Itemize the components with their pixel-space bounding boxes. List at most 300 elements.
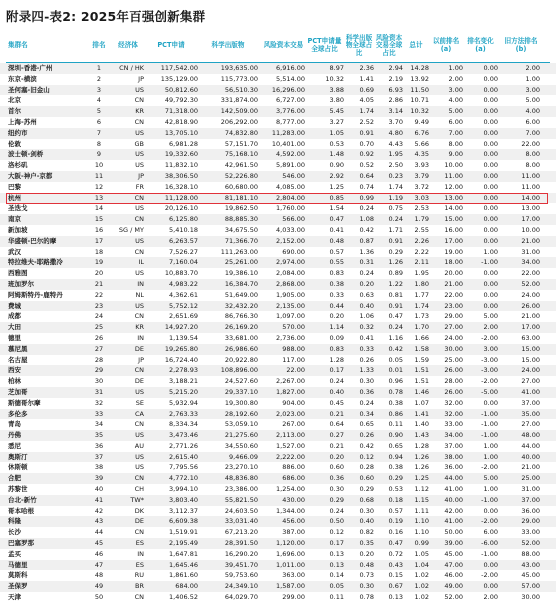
cell-pct: 2,278.93	[169, 366, 198, 375]
cell-publications: 48,836.80	[224, 474, 258, 483]
cell-prev-rank: 47.00	[444, 560, 463, 569]
cell-pct: 2,195.49	[169, 539, 198, 548]
cell-prev-rank: 49.00	[444, 582, 463, 591]
cell-pct: 2,763.33	[169, 409, 198, 418]
table-row	[0, 63, 556, 74]
cell-vc: 686.00	[282, 474, 305, 483]
table-row	[0, 203, 556, 214]
cell-total: 1.07	[414, 398, 429, 407]
cell-total: 13.92	[410, 74, 429, 83]
cell-pct: 7,160.04	[169, 258, 198, 267]
cell-vc: 1,696.00	[276, 549, 305, 558]
cell-total: 2.11	[414, 258, 429, 267]
cell-old-rank: 11.00	[521, 171, 540, 180]
cell-prev-rank: 40.00	[444, 495, 463, 504]
cell-pct-share: 0.13	[329, 560, 344, 569]
cell-cluster: 名古屋	[8, 355, 28, 364]
cell-vc: 1,120.00	[276, 539, 305, 548]
cell-rank-change: 0.00	[483, 236, 498, 245]
cell-old-rank: 48.00	[521, 431, 540, 440]
cell-vc-share: 2.86	[388, 96, 403, 105]
cell-pct: 4,362.61	[169, 290, 198, 299]
cell-total: 1.25	[414, 474, 429, 483]
cell-rank-change: 0.00	[483, 215, 498, 224]
cell-total: 1.02	[414, 571, 429, 580]
cell-cluster: 哥本哈根	[8, 506, 34, 515]
cell-rank-change: 1.00	[483, 441, 498, 450]
cell-cluster: 天津	[8, 593, 21, 602]
cell-total: 1.15	[414, 495, 429, 504]
cell-publications: 24,527.60	[224, 377, 258, 386]
cell-pub-share: 0.24	[359, 204, 374, 213]
col-header-economy: 经济体	[118, 41, 138, 50]
cell-economy: FR	[135, 182, 144, 191]
cell-publications: 86,766.30	[224, 312, 258, 321]
cell-vc-share: 4.80	[388, 128, 403, 137]
cell-pub-share: 1.06	[359, 312, 374, 321]
cell-cluster: 悉尼	[8, 441, 21, 450]
cell-pub-share: 0.30	[359, 377, 374, 386]
cell-vc-share: 3.14	[388, 107, 403, 116]
cell-pub-share: 0.41	[359, 333, 374, 342]
cell-total: 1.70	[414, 323, 429, 332]
table-row	[0, 344, 556, 355]
cell-rank-change: 1.00	[483, 485, 498, 494]
cell-vc-share: 3.70	[388, 117, 403, 126]
cell-vc: 4,033.00	[276, 225, 305, 234]
cell-prev-rank: 7.00	[448, 128, 463, 137]
cell-pct-share: 0.20	[329, 452, 344, 461]
cell-cluster: 圣何塞-旧金山	[8, 85, 50, 94]
cell-publications: 52,226.80	[224, 171, 258, 180]
cell-vc-share: 0.47	[388, 312, 403, 321]
cell-total: 1.40	[414, 420, 429, 429]
cell-total: 10.71	[410, 96, 429, 105]
cell-vc-share: 0.94	[388, 452, 403, 461]
cell-economy: CN	[134, 193, 144, 202]
cell-vc-share: 0.89	[388, 269, 403, 278]
cell-vc: 988.00	[282, 344, 305, 353]
cell-pub-share: 0.68	[359, 495, 374, 504]
cell-vc-share: 0.19	[388, 517, 403, 526]
cell-old-rank: 37.00	[521, 495, 540, 504]
cell-vc: 1,011.00	[276, 560, 305, 569]
cell-pct-share: 0.48	[329, 236, 344, 245]
col-header-vc: 风险资本交易	[263, 41, 304, 50]
cell-pub-share: 4.05	[359, 96, 374, 105]
cell-vc: 6,727.00	[276, 96, 305, 105]
cell-pct: 3,994.10	[169, 485, 198, 494]
cell-pub-share: 1.36	[359, 247, 374, 256]
cell-old-rank: 21.00	[521, 236, 540, 245]
cell-publications: 51,649.00	[224, 290, 258, 299]
cell-prev-rank: 17.00	[444, 236, 463, 245]
cell-rank: 31	[94, 387, 104, 396]
cell-total: 1.02	[414, 582, 429, 591]
cell-publications: 74,832.80	[224, 128, 258, 137]
cell-old-rank: 21.00	[521, 463, 540, 472]
cell-economy: KR	[135, 323, 144, 332]
cell-economy: CN	[134, 474, 144, 483]
cell-prev-rank: 38.00	[444, 452, 463, 461]
cell-vc-share: 1.22	[388, 279, 403, 288]
cell-pct-share: 0.33	[329, 290, 344, 299]
cell-total: 1.79	[414, 215, 429, 224]
cell-vc: 904.00	[282, 398, 305, 407]
cell-rank-change: -1.00	[481, 409, 498, 418]
cell-pct-share: 0.24	[329, 506, 344, 515]
cell-vc-share: 2.19	[388, 74, 403, 83]
cell-pct-share: 0.47	[329, 215, 344, 224]
cell-cluster: 科隆	[8, 517, 21, 526]
table-row	[0, 95, 556, 106]
cell-rank-change: -1.00	[481, 431, 498, 440]
cell-cluster: 华盛顿-巴尔的摩	[8, 236, 57, 245]
cell-vc-share: 2.50	[388, 161, 403, 170]
cell-vc-share: 0.47	[388, 539, 403, 548]
cell-economy: IN	[137, 549, 144, 558]
cell-rank-change: 5.00	[483, 474, 498, 483]
cell-pct: 4,772.10	[169, 474, 198, 483]
cell-rank-change: -3.00	[481, 355, 498, 364]
table-row	[0, 193, 556, 204]
cell-pct: 50,812.60	[164, 85, 198, 94]
cell-pub-share: 1.33	[359, 366, 374, 375]
cell-pct-share: 1.25	[329, 182, 344, 191]
cell-cluster: 慕尼黑	[8, 344, 28, 353]
cell-rank: 32	[94, 398, 104, 407]
cell-vc: 2,135.00	[276, 301, 305, 310]
cell-publications: 71,366.70	[224, 236, 258, 245]
table-row	[0, 225, 556, 236]
cell-cluster: 特拉维夫-耶路撒冷	[8, 258, 63, 267]
cell-prev-rank: 19.00	[444, 247, 463, 256]
cell-rank: 9	[96, 150, 102, 159]
cell-total: 1.02	[414, 593, 429, 602]
cell-rank-change: 0.00	[483, 171, 498, 180]
cell-vc-share: 1.71	[388, 225, 403, 234]
cell-total: 2.22	[414, 247, 429, 256]
cell-rank-change: 1.00	[483, 247, 498, 256]
table-row	[0, 182, 556, 193]
table-row	[0, 247, 556, 258]
cell-economy: TW*	[130, 495, 144, 504]
cell-vc-share: 0.24	[388, 215, 403, 224]
cell-old-rank: 17.00	[521, 323, 540, 332]
cell-economy: CN	[134, 96, 144, 105]
cell-cluster: 杭州	[8, 193, 21, 202]
cell-old-rank: 15.00	[521, 355, 540, 364]
cell-publications: 9,466.09	[229, 452, 258, 461]
cell-cluster: 合肥	[8, 474, 21, 483]
cell-pct: 5,410.18	[169, 225, 198, 234]
cell-rank: 1	[96, 64, 102, 72]
cell-vc: 1,344.00	[276, 506, 305, 515]
cell-old-rank: 21.00	[521, 312, 540, 321]
cell-prev-rank: 12.00	[444, 182, 463, 191]
cell-vc-share: 0.90	[388, 431, 403, 440]
cell-pub-share: 0.31	[359, 258, 374, 267]
cell-total: 1.51	[414, 377, 429, 386]
cell-pct: 1,406.52	[169, 593, 198, 602]
cell-vc: 546.00	[282, 171, 305, 180]
cell-pct-share: 2.92	[329, 171, 344, 180]
cell-pub-share: 0.30	[359, 506, 374, 515]
cell-pub-share: 0.29	[359, 485, 374, 494]
cell-rank: 4	[96, 96, 102, 105]
cell-pub-share: 2.52	[359, 117, 374, 126]
cell-cluster: 武汉	[8, 247, 21, 256]
cell-economy: CN / HK	[119, 64, 144, 72]
cell-prev-rank: 34.00	[444, 431, 463, 440]
cell-prev-rank: 30.00	[444, 344, 463, 353]
cell-rank-change: -1.00	[481, 258, 498, 267]
cell-old-rank: 13.00	[521, 204, 540, 213]
cell-rank-change: 0.00	[483, 96, 498, 105]
cell-rank-change: 0.00	[483, 64, 498, 72]
cell-publications: 34,550.60	[224, 441, 258, 450]
cell-rank: 41	[94, 495, 104, 504]
cell-publications: 67,213.20	[224, 528, 258, 537]
cell-rank: 19	[94, 258, 104, 267]
cell-vc: 363.00	[282, 571, 305, 580]
cell-prev-rank: 10.00	[444, 161, 463, 170]
cell-economy: ES	[135, 560, 144, 569]
cell-vc: 117.00	[282, 355, 305, 364]
cell-rank-change: 2.00	[483, 593, 498, 602]
cell-prev-rank: 13.00	[444, 193, 463, 202]
cell-prev-rank: 11.00	[444, 171, 463, 180]
cell-vc-share: 1.95	[388, 150, 403, 159]
cell-old-rank: 15.00	[521, 344, 540, 353]
cell-rank-change: -1.00	[481, 420, 498, 429]
cell-pct-share: 0.40	[329, 387, 344, 396]
cell-economy: DE	[134, 517, 144, 526]
cell-publications: 24,349.10	[224, 582, 258, 591]
cell-prev-rank: 42.00	[444, 506, 463, 515]
cell-pct: 1,861.60	[169, 571, 198, 580]
cell-pct: 2,651.69	[169, 312, 198, 321]
cell-rank: 45	[94, 539, 104, 548]
cell-cluster: 新加坡	[8, 225, 28, 234]
cell-economy: CN	[134, 593, 144, 602]
cell-economy: CH	[134, 485, 144, 494]
cell-cluster: 青岛	[8, 420, 21, 429]
cell-publications: 115,773.00	[220, 74, 258, 83]
cell-total: 4.35	[414, 150, 429, 159]
table-row	[0, 149, 556, 160]
cell-cluster: 苏黎世	[8, 485, 28, 494]
cell-rank: 23	[94, 301, 104, 310]
cell-pub-share: 0.26	[359, 431, 374, 440]
cell-rank-change: 0.00	[483, 107, 498, 116]
cell-vc-share: 0.75	[388, 204, 403, 213]
cell-prev-rank: 4.00	[448, 96, 463, 105]
cell-prev-rank: 50.00	[444, 528, 463, 537]
cell-pub-share: 0.64	[359, 171, 374, 180]
cell-total: 1.26	[414, 463, 429, 472]
cell-pct: 1,519.91	[169, 528, 198, 537]
cell-pub-share: 0.32	[359, 323, 374, 332]
cell-total: 1.59	[414, 355, 429, 364]
cell-vc: 1,254.00	[276, 485, 305, 494]
table-row	[0, 409, 556, 420]
cell-cluster: 长沙	[8, 528, 21, 537]
cell-pct: 8,334.34	[169, 420, 198, 429]
cell-vc: 1,527.00	[276, 441, 305, 450]
table-row	[0, 592, 556, 603]
cell-vc-share: 0.57	[388, 506, 403, 515]
table-row	[0, 128, 556, 139]
cell-vc-share: 1.74	[388, 182, 403, 191]
cell-pct-share: 0.60	[329, 463, 344, 472]
cell-old-rank: 36.00	[521, 506, 540, 515]
cell-cluster: 阿姆斯特丹-鹿特丹	[8, 290, 63, 299]
cell-cluster: 圣保罗	[8, 582, 28, 591]
cell-publications: 33,031.40	[224, 517, 258, 526]
cell-pub-share: 0.33	[359, 344, 374, 353]
table-row	[0, 236, 556, 247]
table-body	[0, 63, 556, 603]
cell-old-rank: 24.00	[521, 290, 540, 299]
cell-economy: ES	[135, 539, 144, 548]
cell-prev-rank: 32.00	[444, 409, 463, 418]
cell-old-rank: 8.00	[525, 161, 540, 170]
cell-prev-rank: 21.00	[444, 279, 463, 288]
cell-pct-share: 1.14	[329, 323, 344, 332]
cell-economy: CN	[134, 366, 144, 375]
cell-rank: 24	[94, 312, 104, 321]
cell-economy: IL	[138, 258, 144, 267]
cell-rank-change: 0.00	[483, 506, 498, 515]
cell-rank: 34	[94, 420, 104, 429]
cell-old-rank: 30.00	[521, 593, 540, 602]
cell-publications: 20,922.80	[224, 355, 258, 364]
cell-economy: DE	[134, 377, 144, 386]
cell-old-rank: 3.00	[525, 85, 540, 94]
cell-rank: 25	[94, 323, 104, 332]
cell-cluster: 上海-苏州	[8, 117, 37, 126]
table-row	[0, 268, 556, 279]
cell-cluster: 北京	[8, 96, 21, 105]
cell-publications: 25,261.00	[224, 258, 258, 267]
cell-total: 10.32	[410, 107, 429, 116]
cell-economy: SE	[135, 398, 144, 407]
cell-rank: 43	[94, 517, 104, 526]
cell-publications: 53,059.10	[224, 420, 258, 429]
cell-vc: 10,401.00	[271, 139, 305, 148]
cell-prev-rank: 15.00	[444, 215, 463, 224]
cell-rank: 30	[94, 377, 104, 386]
cell-vc-share: 0.18	[388, 495, 403, 504]
cell-pct: 19,332.60	[164, 150, 198, 159]
cell-total: 1.05	[414, 549, 429, 558]
table-row	[0, 355, 556, 366]
cell-economy: US	[135, 128, 144, 137]
cell-pub-share: 0.70	[359, 139, 374, 148]
cell-publications: 23,270.10	[224, 463, 258, 472]
cell-pct-share: 0.09	[329, 333, 344, 342]
cell-rank: 49	[94, 582, 104, 591]
cell-rank-change: 0.00	[483, 290, 498, 299]
cell-vc: 566.00	[282, 215, 305, 224]
cell-vc-share: 2.94	[388, 64, 403, 72]
cell-pct-share: 3.27	[329, 117, 344, 126]
table-row	[0, 452, 556, 463]
cell-cluster: 莫斯科	[8, 571, 28, 580]
cell-publications: 34,675.50	[224, 225, 258, 234]
cell-total: 6.76	[414, 128, 429, 137]
table-row	[0, 365, 556, 376]
cell-old-rank: 4.00	[525, 107, 540, 116]
cell-rank-change: -2.00	[481, 377, 498, 386]
cell-publications: 16,290.20	[224, 549, 258, 558]
cell-old-rank: 14.00	[521, 193, 540, 202]
cell-vc: 2,152.00	[276, 236, 305, 245]
cell-vc-share: 0.23	[388, 171, 403, 180]
cell-old-rank: 43.00	[521, 560, 540, 569]
cell-pct-share: 8.97	[329, 64, 344, 72]
table-row	[0, 290, 556, 301]
cell-cluster: 成都	[8, 312, 21, 321]
cell-rank-change: 1.00	[483, 452, 498, 461]
cell-economy: BR	[135, 582, 144, 591]
cell-rank-change: 0.00	[483, 161, 498, 170]
cell-economy: CN	[134, 528, 144, 537]
cell-old-rank: 29.00	[521, 517, 540, 526]
cell-cluster: 西雅图	[8, 269, 28, 278]
cell-old-rank: 5.00	[525, 96, 540, 105]
cell-cluster: 班加罗尔	[8, 279, 34, 288]
cell-vc: 387.00	[282, 528, 305, 537]
cell-pub-share: 0.20	[359, 279, 374, 288]
cell-vc-share: 0.16	[388, 528, 403, 537]
cell-pct-share: 10.32	[325, 74, 344, 83]
cell-cluster: 纽约市	[8, 128, 28, 137]
cell-pct-share: 5.45	[329, 107, 344, 116]
cell-prev-rank: 46.00	[444, 571, 463, 580]
cell-rank-change: 3.00	[483, 344, 498, 353]
cell-economy: IN	[137, 279, 144, 288]
cell-total: 1.46	[414, 387, 429, 396]
cell-total: 1.12	[414, 485, 429, 494]
cell-rank-change: 5.00	[483, 312, 498, 321]
cell-pct-share: 0.36	[329, 474, 344, 483]
cell-vc-share: 6.93	[388, 85, 403, 94]
cell-cluster: 巴塞罗那	[8, 539, 34, 548]
cell-total: 1.66	[414, 333, 429, 342]
cell-cluster: 孟买	[8, 549, 21, 558]
cell-rank: 27	[94, 344, 104, 353]
cell-pct-share: 0.13	[329, 549, 344, 558]
cell-pct-share: 0.85	[329, 193, 344, 202]
cell-rank-change: -1.00	[481, 549, 498, 558]
cell-total: 1.74	[414, 301, 429, 310]
cell-rank-change: 0.00	[483, 193, 498, 202]
table-row	[0, 171, 556, 182]
cell-publications: 81,181.10	[224, 193, 258, 202]
cell-rank-change: -5.00	[481, 387, 498, 396]
cell-rank: 47	[94, 560, 104, 569]
cell-pct: 16,328.10	[164, 182, 198, 191]
table-row	[0, 570, 556, 581]
cell-economy: GB	[134, 139, 144, 148]
cell-rank-change: -6.00	[481, 539, 498, 548]
cell-total: 5.66	[414, 139, 429, 148]
cell-publications: 28,391.50	[224, 539, 258, 548]
cell-rank-change: 0.00	[483, 582, 498, 591]
cell-pct: 6,609.38	[169, 517, 198, 526]
